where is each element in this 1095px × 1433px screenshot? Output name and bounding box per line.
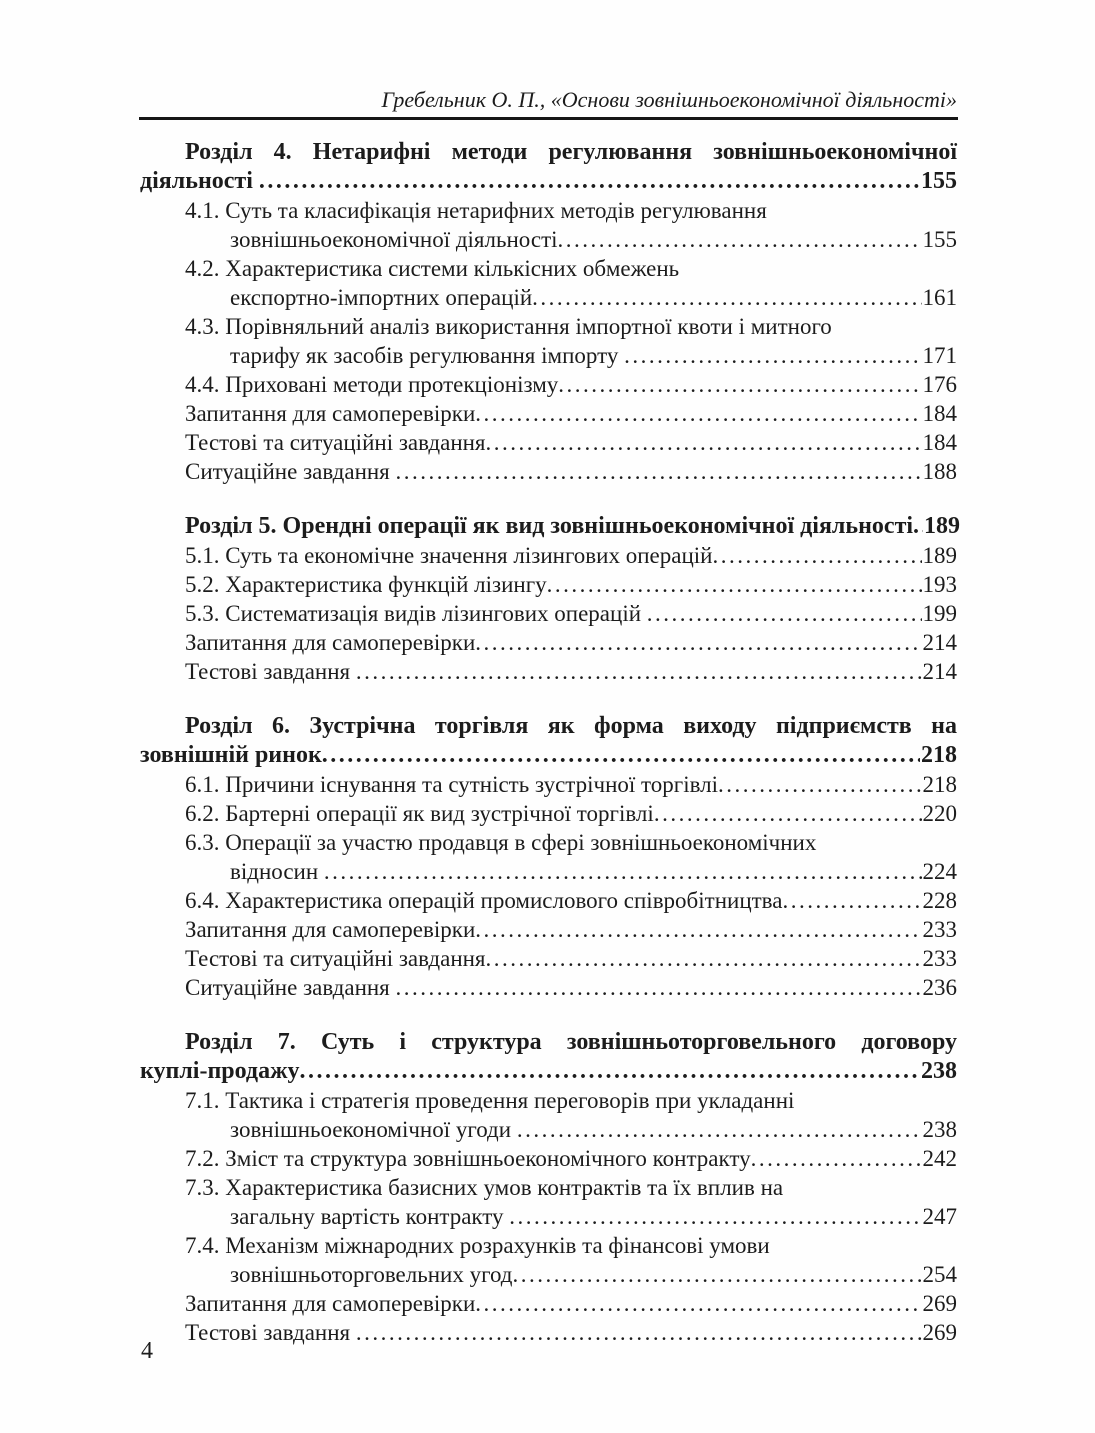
toc-section-chapter-6 (140, 712, 957, 1002)
toc-entry-text: 5.3. Систематизація видів лізингових операцій (185, 601, 647, 626)
toc-entry-line: 4.1. Суть та класифікація нетарифних методів регулювання (185, 198, 767, 223)
toc-entry-text: зовнішньоторговельних угод (230, 1262, 513, 1287)
toc-entry (140, 399, 957, 428)
toc-section-chapter-4 (140, 138, 957, 486)
toc-entry-line: 7.1. Тактика і стратегія проведення переговорів при укладанні (185, 1088, 795, 1113)
dot-leader (782, 886, 921, 915)
page-number: 189 (922, 543, 957, 568)
toc-entry (140, 599, 957, 628)
toc-entry-line: 7.3. Характеристика базисних умов контрактів та їх вплив на (185, 1175, 784, 1200)
page-number: 220 (922, 801, 957, 826)
toc-entry-text: зовнішньоекономічної угоди (230, 1117, 517, 1142)
page-number: 233 (922, 946, 957, 971)
page-number: 218 (921, 742, 957, 768)
toc-entry-text: тарифу як засобів регулювання імпорту (230, 343, 625, 368)
toc-entry-text: Тестові та ситуаційні завдання (185, 946, 486, 971)
page-number: 247 (922, 1204, 957, 1229)
toc-entry (140, 1260, 957, 1289)
page-number: 228 (922, 888, 957, 913)
toc-entry-text: 5.2. Характеристика функцій лізингу (185, 572, 547, 597)
toc-entry-line: 6.3. Операції за участю продавця в сфері зовнішньоекономічних (185, 830, 817, 855)
toc-entry (140, 628, 957, 657)
dot-leader (322, 741, 920, 770)
dot-leader (517, 1115, 922, 1144)
dot-leader (558, 225, 922, 254)
toc-entry (140, 283, 957, 312)
chapter-heading-line: Розділ 4. Нетарифні методи регулювання зовнішньоекономічної (185, 139, 957, 165)
dot-leader (396, 457, 922, 486)
dot-leader (356, 657, 922, 686)
page-number: 171 (922, 343, 957, 368)
toc-entry (140, 1115, 957, 1144)
toc-entry-line: 4.3. Порівняльний аналіз використання імпортної квоти і митного (185, 314, 832, 339)
chapter-title-text: діяльності (140, 168, 259, 194)
dot-leader (475, 915, 921, 944)
toc-entry (140, 657, 957, 686)
chapter-title-text: зовнішній ринок (140, 742, 322, 768)
dot-leader (654, 799, 922, 828)
dot-leader (259, 167, 920, 196)
toc-entry-text: відносин (230, 859, 324, 884)
chapter-heading-line: Розділ 6. Зустрічна торгівля як форма виходу підприємств на (185, 713, 957, 739)
header-rule (139, 117, 958, 120)
page-number: 238 (921, 1058, 957, 1084)
dot-leader (913, 512, 923, 541)
page-number: 218 (922, 772, 957, 797)
toc-entry-text: Запитання для самоперевірки (185, 1291, 476, 1316)
toc-entry-text: 7.2. Зміст та структура зовнішньоекономічного контракту (185, 1146, 751, 1171)
dot-leader (718, 770, 921, 799)
page-number: 184 (922, 430, 957, 455)
toc-entry (140, 886, 957, 915)
toc-entry-line: 7.4. Механізм міжнародних розрахунків та фінансові умови (185, 1233, 770, 1258)
toc-entry-text: Тестові завдання (185, 659, 356, 684)
page-number: 199 (922, 601, 957, 626)
page-number: 269 (922, 1320, 957, 1345)
chapter-heading-line (140, 167, 957, 196)
toc-entry-text: експортно-імпортних операцій (230, 285, 533, 310)
page-number: 184 (922, 401, 957, 426)
toc-entry-text: 6.2. Бартерні операції як вид зустрічної торгівлі (185, 801, 654, 826)
toc-entry (140, 225, 957, 254)
toc-entry-text: зовнішньоекономічної діяльності (230, 227, 558, 252)
toc-entry-text: Запитання для самоперевірки (185, 401, 476, 426)
chapter-heading-line (140, 741, 957, 770)
toc-entry-text: загальну вартість контракту (230, 1204, 510, 1229)
page-number: 269 (922, 1291, 957, 1316)
dot-leader (509, 1202, 921, 1231)
page-number: 214 (922, 630, 957, 655)
toc-entry (140, 1144, 957, 1173)
page-number: 161 (922, 285, 957, 310)
toc-entry-text: Тестові завдання (185, 1320, 356, 1345)
chapter-heading-line (140, 512, 961, 541)
toc-entry (140, 370, 957, 399)
toc-section-chapter-5 (140, 512, 961, 686)
dot-leader (558, 370, 921, 399)
toc-entry (140, 541, 957, 570)
page-number: 176 (922, 372, 957, 397)
toc-entry-text: Запитання для самоперевірки (185, 917, 476, 942)
dot-leader (299, 1057, 920, 1086)
dot-leader (486, 944, 922, 973)
toc-entry (140, 944, 957, 973)
toc-entry-text: 5.1. Суть та економічне значення лізингових операцій (185, 543, 713, 568)
toc-entry-line: 4.2. Характеристика системи кількісних обмежень (185, 256, 680, 281)
toc-entry (140, 973, 957, 1002)
page-number: 238 (922, 1117, 957, 1142)
page-number: 233 (922, 917, 957, 942)
chapter-heading-line (140, 1057, 957, 1086)
toc-entry (140, 857, 957, 886)
page-number: 188 (922, 459, 957, 484)
toc-entry (140, 915, 957, 944)
dot-leader (532, 283, 921, 312)
toc-section-chapter-7 (140, 1028, 957, 1347)
page-number: 242 (922, 1146, 957, 1171)
page-number: 214 (922, 659, 957, 684)
page-number: 155 (921, 168, 957, 194)
page-number: 155 (922, 227, 957, 252)
toc-entry (140, 570, 957, 599)
dot-leader (547, 570, 922, 599)
toc-entry (140, 457, 957, 486)
toc-entry-text: 6.1. Причини існування та сутність зустрічної торгівлі (185, 772, 719, 797)
page-number: 193 (922, 572, 957, 597)
toc-entry-text: Запитання для самоперевірки (185, 630, 476, 655)
dot-leader (475, 399, 921, 428)
running-header: Гребельник О. П., «Основи зовнішньоекономічної діяльності» (381, 87, 957, 112)
toc-entry-text: Тестові та ситуаційні завдання (185, 430, 486, 455)
dot-leader (324, 857, 922, 886)
toc-entry (140, 341, 957, 370)
toc-entry-text: Ситуаційне завдання (185, 975, 396, 1000)
dot-leader (712, 541, 921, 570)
dot-leader (475, 628, 921, 657)
toc-entry (140, 1318, 957, 1347)
chapter-heading-line: Розділ 7. Суть і структура зовнішньоторговельного договору (185, 1029, 957, 1055)
toc-entry (140, 1289, 957, 1318)
chapter-title-text: куплі-продажу (140, 1058, 300, 1084)
dot-leader (647, 599, 922, 628)
dot-leader (475, 1289, 921, 1318)
dot-leader (751, 1144, 922, 1173)
dot-leader (396, 973, 922, 1002)
toc-entry (140, 1202, 957, 1231)
dot-leader (513, 1260, 922, 1289)
toc-entry (140, 799, 957, 828)
dot-leader (486, 428, 922, 457)
dot-leader (356, 1318, 922, 1347)
dot-leader (624, 341, 921, 370)
toc-entry-text: 6.4. Характеристика операцій промислового співробітництва (185, 888, 783, 913)
chapter-title-text: Розділ 5. Орендні операції як вид зовнішньоекономічної діяльності (185, 513, 914, 539)
toc-entry-text: 4.4. Приховані методи протекціонізму (185, 372, 559, 397)
toc-entry (140, 770, 957, 799)
toc-entry (140, 428, 957, 457)
toc-entry-text: Ситуаційне завдання (185, 459, 396, 484)
page-number: 254 (922, 1262, 957, 1287)
table-of-contents (140, 138, 961, 1347)
page-number: 224 (922, 859, 957, 884)
page-number: 236 (922, 975, 957, 1000)
folio-page-number: 4 (141, 1338, 153, 1364)
page-number: 189 (924, 513, 961, 539)
